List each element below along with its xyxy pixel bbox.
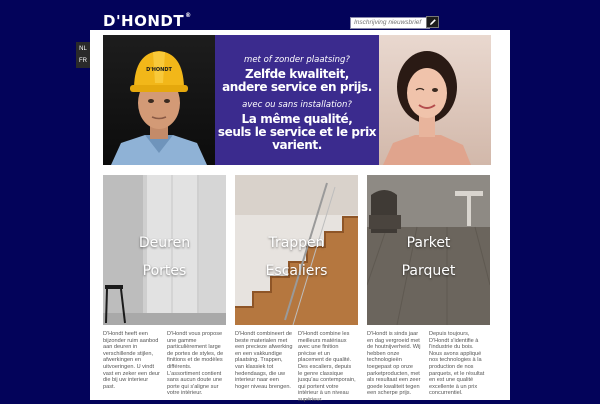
tile-label-deuren: Deuren — [138, 235, 191, 251]
language-tab-fr[interactable]: FR — [76, 54, 90, 68]
description-parquet-fr: Depuis toujours, D'Hondt s'identifie à l'industrie du bois. Nous avons appliqué nos technologies à la production de nos parquets, et le résultat en est une qualité excellente à un prix concurrentiel. — [429, 331, 485, 397]
tile-label-escaliers: Escaliers — [265, 263, 328, 279]
description-parket-nl: D'Hondt is sinds jaar en dag vergroeid met de houtnijverheid. Wij hebben onze technologieën toegepast op onze parketproducten, met als resultaat een zeer goede kwaliteit tegen een scherpe prijs. — [367, 331, 421, 397]
smiling-woman-photo — [379, 35, 491, 165]
banner-headline-nl-1: Zelfde kwaliteit, — [245, 67, 349, 81]
banner-question-nl: met of zonder plaatsing? — [244, 55, 350, 65]
description-trappen-nl: D'Hondt combineert de beste materialen met een precieze afwerking en een vakkundige plaatsing. Trappen, van klassiek tot hedendaags, die uw interieur naar een hoger niveau brengen. — [235, 331, 293, 390]
language-tab-nl[interactable]: NL — [76, 42, 90, 56]
banner-headline-nl-2: andere service en prijs. — [222, 80, 372, 94]
helmet-logo: D'HONDT — [146, 67, 172, 73]
description-escaliers-fr: D'Hondt combine les meilleurs matériaux avec une finition précise et un placement de qualité. Des escaliers, depuis le genre classique jusqu'au contemporain, qui portent votre intérieur à un niveau supérieur. — [298, 331, 356, 403]
worker-illustration — [103, 35, 215, 165]
tile-parket[interactable] — [367, 175, 490, 325]
tile-label-parquet: Parquet — [401, 263, 456, 279]
banner-headline-fr-1: La même qualité, — [241, 112, 353, 126]
newsletter-input[interactable] — [350, 17, 430, 29]
banner-headline-fr-3: varient. — [272, 138, 322, 152]
tile-deuren[interactable] — [103, 175, 226, 325]
construction-worker-photo — [103, 35, 215, 165]
banner-headline-fr-2: seuls le service et le prix — [217, 125, 377, 139]
dhondt-logo[interactable] — [103, 12, 192, 30]
logo-text: D'HONDT — [103, 12, 185, 30]
newsletter-submit-button[interactable] — [426, 16, 439, 28]
tile-label-trappen: Trappen — [268, 235, 325, 251]
tile-label-parket: Parket — [406, 235, 451, 251]
pencil-icon — [429, 18, 437, 26]
tile-label-portes: Portes — [142, 263, 187, 279]
woman-illustration — [379, 35, 491, 165]
logo-trademark: ® — [185, 12, 192, 19]
description-portes-fr: D'Hondt vous propose une gamme particulièrement large de portes de styles, de finitions et de modèles différents. L'assortiment contient sans aucun doute une porte qui s'aligne sur votre intérieur. — [167, 331, 224, 397]
tile-trappen[interactable] — [235, 175, 358, 325]
description-deuren-nl: D'Hondt heeft een bijzonder ruim aanbod aan deuren in verschillende stijlen, afwerkingen en uitvoeringen. U vindt vast en zeker een deur die bij uw interieur past. — [103, 331, 160, 390]
promo-banner[interactable] — [103, 35, 491, 165]
banner-question-fr: avec ou sans installation? — [242, 100, 352, 110]
